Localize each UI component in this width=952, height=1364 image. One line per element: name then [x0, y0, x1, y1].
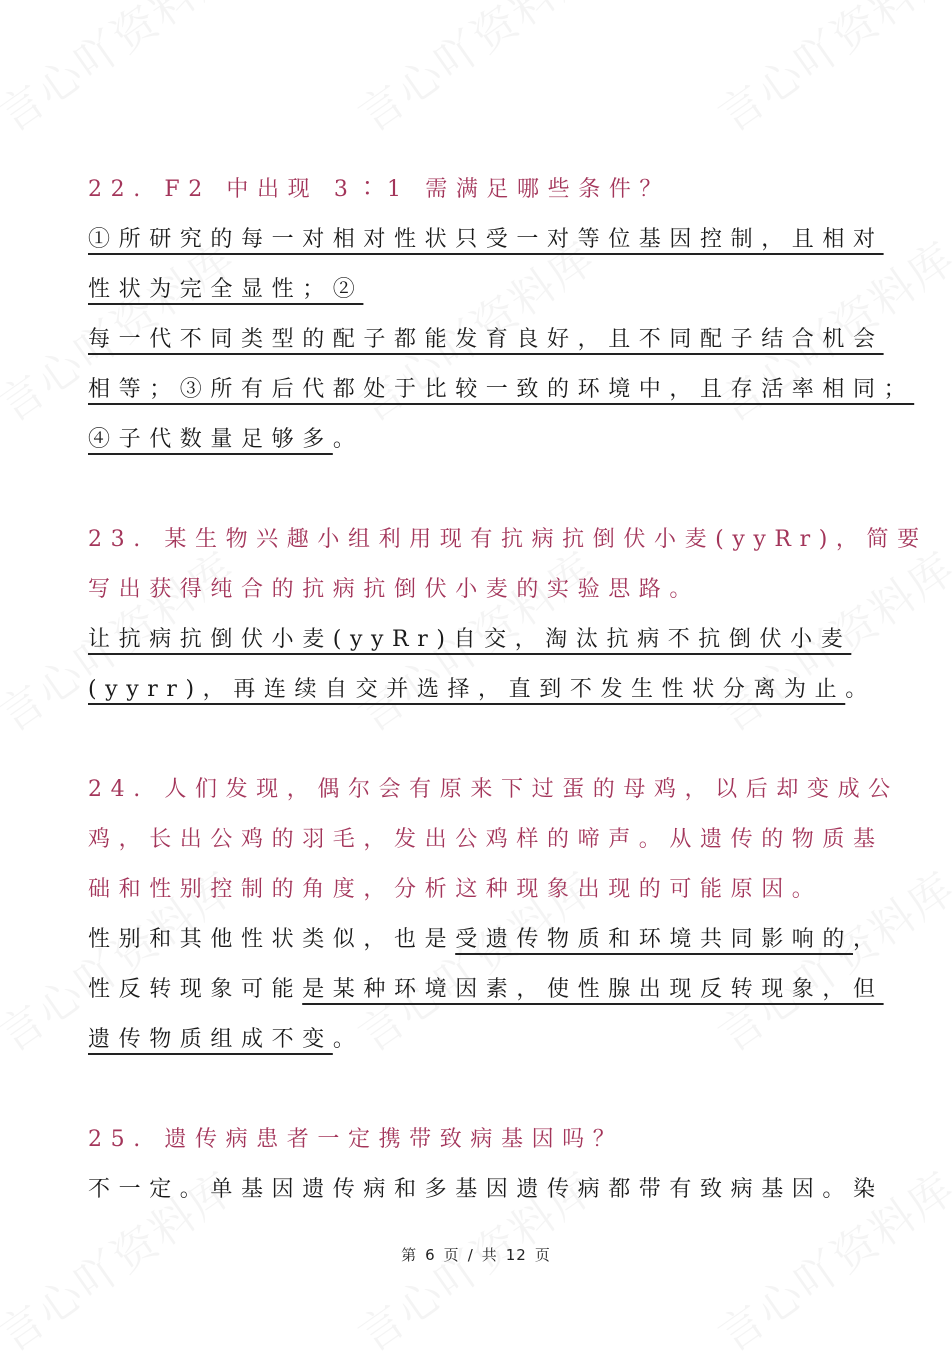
answer-underlined-segment: 让抗病抗倒伏小麦(yyRr)自交，淘汰抗病不抗倒伏小麦: [88, 627, 852, 652]
question-text-line: 写出获得纯合的抗病抗倒伏小麦的实验思路。: [88, 577, 701, 602]
answer-underlined-segment: (yyrr)，再连续自交并选择，直到不发生性状分离为止: [88, 677, 846, 702]
document-body: [88, 168, 928, 1218]
question-text-line: 24. 人们发现，偶尔会有原来下过蛋的母鸡，以后却变成公: [88, 777, 899, 802]
watermark-text: [703, 0, 952, 144]
question-block-24: [88, 768, 899, 1068]
answer-underlined-segment: 是某种环境因素，使性腺出现反转现象，但: [302, 977, 884, 1002]
answer-underlined-segment: 受遗传物质和环境共同影响的: [455, 927, 854, 952]
watermark-text: [0, 0, 246, 144]
section-spacer: [88, 468, 868, 518]
question-text-line: 25. 遗传病患者一定携带致病基因吗？: [88, 1127, 624, 1152]
answer-text-line: [88, 218, 884, 268]
footer-total-unit: 页: [534, 1246, 551, 1264]
question-text-line: 础和性别控制的角度，分析这种现象出现的可能原因。: [88, 877, 823, 902]
question-text-line: 22. F2 中出现 3∶1 需满足哪些条件？: [88, 177, 671, 202]
question-text-line: 鸡，长出公鸡的羽毛，发出公鸡样的啼声。从遗传的物质基: [88, 827, 884, 852]
answer-segment: 性别和其他性状类似，也是: [88, 927, 456, 952]
answer-segment: 。: [332, 1027, 364, 1052]
watermark-text: [343, 0, 606, 144]
answer-text-line: [88, 918, 884, 968]
footer-page-number: 6: [425, 1246, 436, 1264]
answer-segment: ，: [853, 927, 884, 952]
answer-underlined-segment: ①所研究的每一对相对性状只受一对等位基因控制，且相对: [88, 227, 884, 252]
footer-total-prefix: 共: [481, 1246, 498, 1264]
answer-text-line: [88, 368, 915, 418]
answer-text-line: [88, 318, 884, 368]
question-text-line: 23. 某生物兴趣小组利用现有抗病抗倒伏小麦(yyRr)，简要: [88, 527, 928, 552]
answer-underlined-segment: 遗传物质组成不变: [88, 1027, 333, 1052]
page-footer: [0, 1244, 952, 1265]
question-block-22: [88, 168, 915, 468]
answer-text-line: [88, 668, 876, 718]
answer-text-line: [88, 268, 868, 318]
answer-underlined-segment: 性状为完全显性；②: [88, 277, 364, 302]
answer-text-line: [88, 618, 868, 668]
footer-page-unit: 页: [443, 1246, 460, 1264]
footer-total-pages: 12: [505, 1246, 527, 1264]
answer-segment: 。: [332, 427, 364, 452]
footer-prefix: 第: [401, 1246, 418, 1264]
answer-text-line: [88, 968, 884, 1018]
answer-text-line: [88, 418, 868, 468]
answer-underlined-segment: 每一代不同类型的配子都能发育良好，且不同配子结合机会: [88, 327, 884, 352]
question-block-23: [88, 518, 928, 718]
answer-text-line: [88, 1168, 884, 1218]
section-spacer: [88, 718, 868, 768]
question-block-25: [88, 1118, 884, 1218]
footer-separator: /: [467, 1246, 474, 1264]
answer-segment: 不一定。单基因遗传病和多基因遗传病都带有致病基因。染: [88, 1177, 884, 1202]
answer-underlined-segment: 相等；③所有后代都处于比较一致的环境中，且存活率相同；: [88, 377, 915, 402]
answer-text-line: [88, 1018, 868, 1068]
answer-segment: 。: [845, 677, 876, 702]
answer-segment: 性反转现象可能: [88, 977, 303, 1002]
answer-underlined-segment: ④子代数量足够多: [88, 427, 333, 452]
section-spacer: [88, 1068, 868, 1118]
